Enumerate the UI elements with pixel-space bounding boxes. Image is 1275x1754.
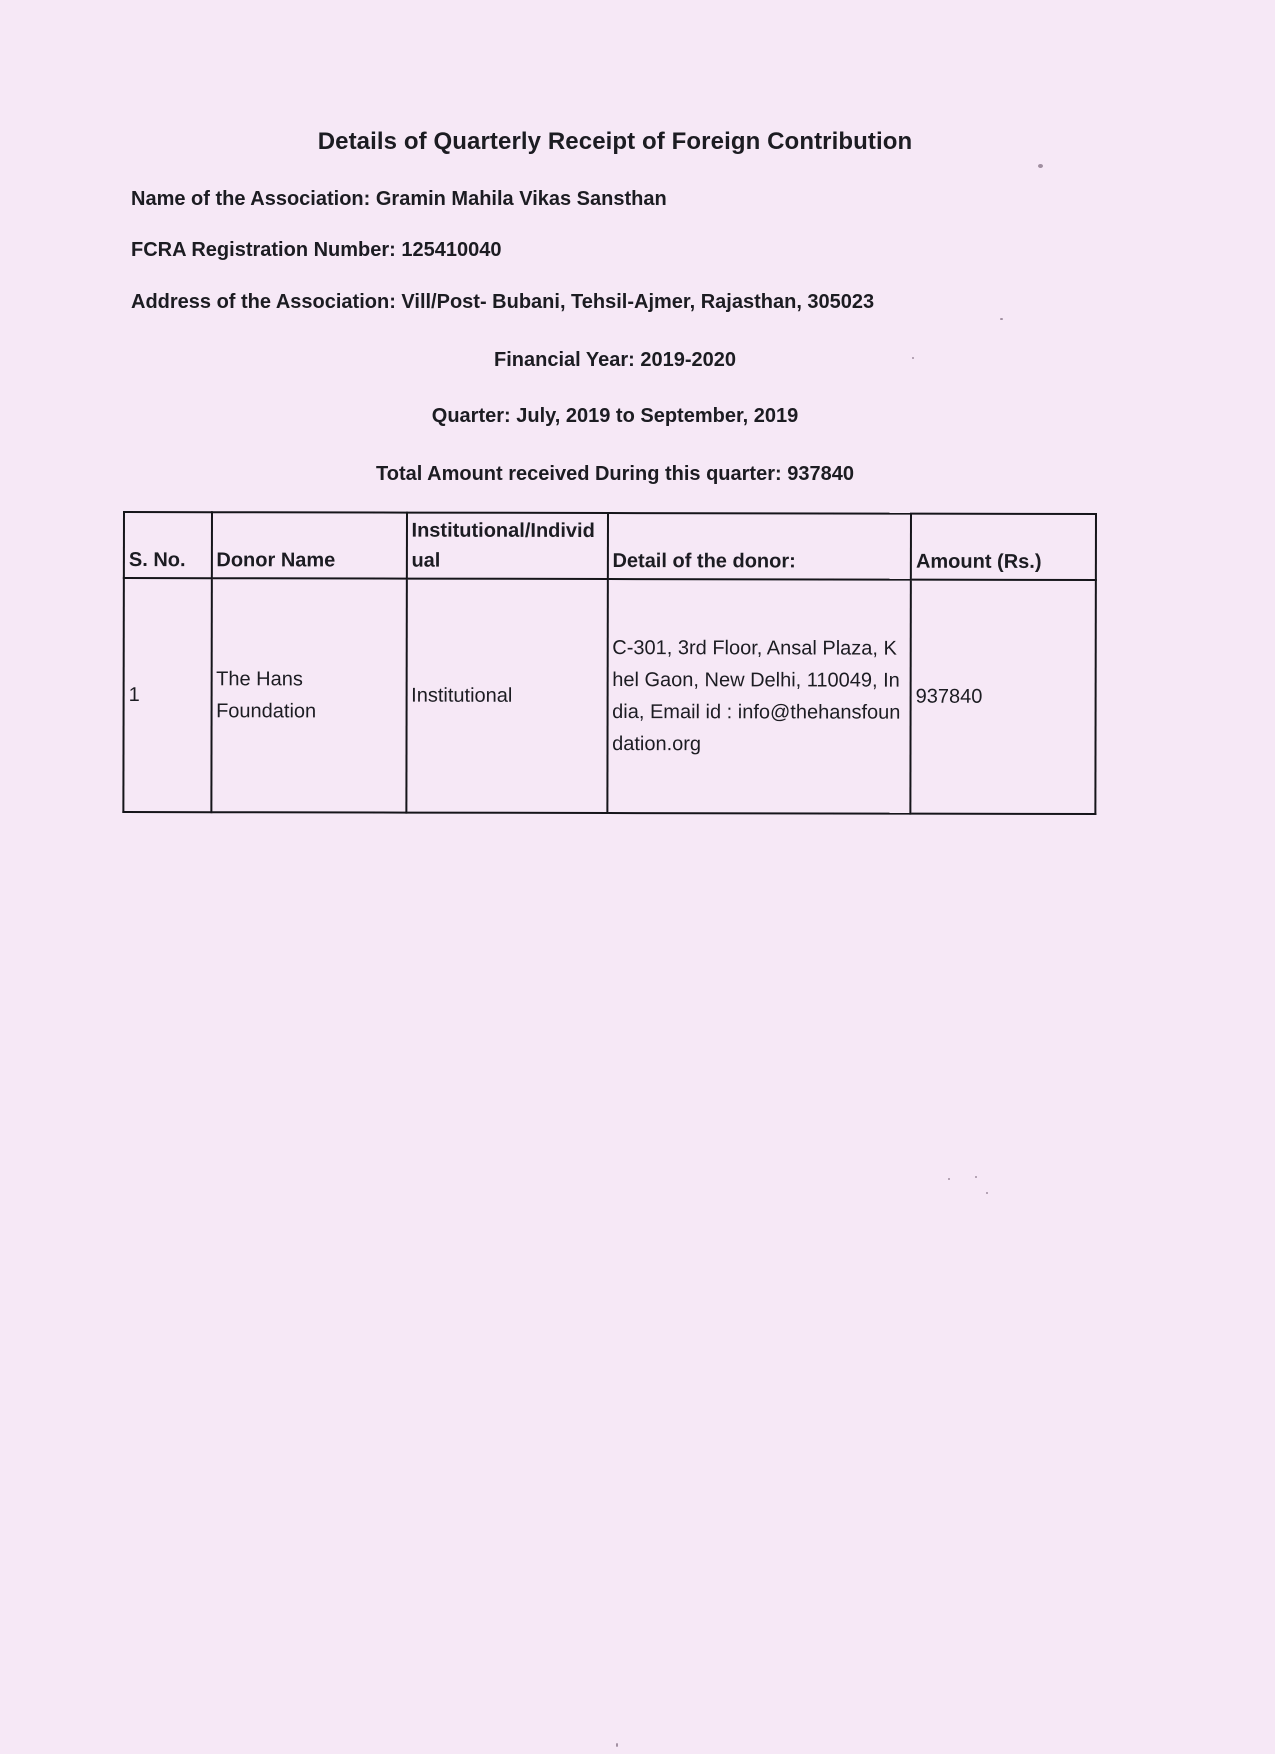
header-donor-name: Donor Name [211,512,406,578]
header-detail: Detail of the donor: [607,513,911,580]
document-title: Details of Quarterly Receipt of Foreign Contribution [317,128,913,155]
table-row [123,578,1095,814]
cell-amount: 937840 [910,580,1095,814]
cell-type: Institutional [406,579,608,813]
total-amount: Total Amount received During this quarter: 937840 [376,463,854,485]
scan-speck [912,357,914,359]
financial-year: Financial Year: 2019-2020 [493,349,736,371]
header-type: Institutional/Individual [406,513,607,579]
scan-speck [1000,318,1003,320]
association-name: Name of the Association: Gramin Mahila Vikas Sansthan [131,188,667,210]
cell-donor-name: The Hans Foundation [211,578,407,812]
donor-table [122,511,1097,815]
scan-speck [948,1178,950,1180]
header-sno: S. No. [124,512,212,578]
scan-speck [975,1176,977,1178]
scan-speck [616,1743,618,1747]
cell-sno: 1 [123,578,211,812]
scan-speck [1038,164,1043,168]
scan-speck [986,1192,988,1194]
cell-detail: C-301, 3rd Floor, Ansal Plaza, Khel Gaon, New Delhi, 110049, India, Email id : info@thehansfoundation.org [607,579,911,814]
fcra-registration-number: FCRA Registration Number: 125410040 [131,239,502,261]
quarter: Quarter: July, 2019 to September, 2019 [431,405,799,427]
header-amount: Amount (Rs.) [911,514,1096,580]
association-address: Address of the Association: Vill/Post- Bubani, Tehsil-Ajmer, Rajasthan, 305023 [131,291,875,313]
table-header-row [124,512,1096,580]
